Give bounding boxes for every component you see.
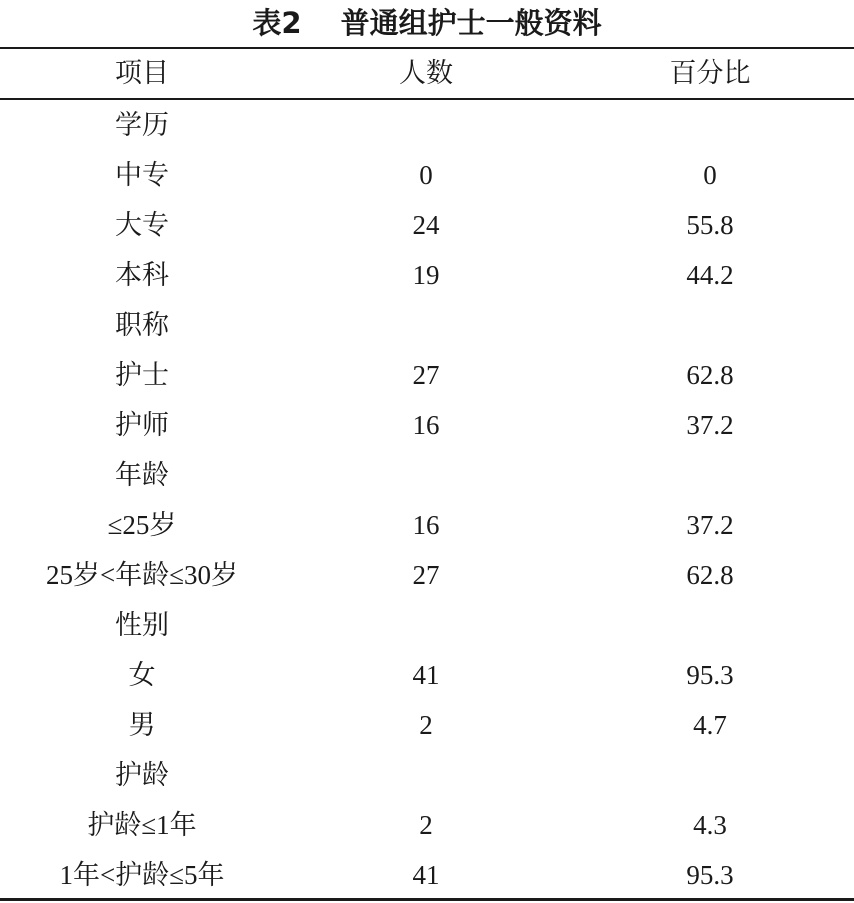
- row-percent: 95.3: [686, 660, 734, 690]
- row-percent: 0: [703, 160, 717, 190]
- table-row: [0, 550, 854, 600]
- row-item: 护龄≤1年: [87, 810, 197, 840]
- table-row: [0, 100, 854, 150]
- row-item: 女: [128, 660, 156, 690]
- row-percent: 4.7: [693, 710, 727, 740]
- row-item: 本科: [115, 260, 169, 290]
- row-count: 41: [412, 660, 440, 690]
- table-row: [0, 750, 854, 800]
- row-percent: 62.8: [686, 560, 734, 590]
- table-row: [0, 700, 854, 750]
- row-count: 24: [412, 210, 440, 240]
- row-item: 中专: [115, 160, 169, 190]
- table-row: [0, 350, 854, 400]
- header-count: 人数: [399, 58, 453, 88]
- header-percent: 百分比: [669, 58, 751, 88]
- row-count: 16: [412, 410, 440, 440]
- row-item: 护师: [115, 410, 169, 440]
- row-count: 19: [412, 260, 440, 290]
- row-item: 25岁<年龄≤30岁: [45, 560, 239, 590]
- table-row: [0, 200, 854, 250]
- table-header-row: [0, 48, 854, 98]
- row-count: 41: [412, 860, 440, 890]
- table-row: [0, 500, 854, 550]
- row-percent: 37.2: [686, 410, 734, 440]
- table-row: [0, 600, 854, 650]
- table-row: [0, 800, 854, 850]
- row-count: 0: [419, 160, 433, 190]
- row-percent: 95.3: [686, 860, 734, 890]
- row-item: 1年<护龄≤5年: [59, 860, 225, 890]
- table-row: [0, 850, 854, 900]
- row-item: 护士: [115, 360, 169, 390]
- row-item: 性别: [115, 610, 169, 640]
- header-item: 项目: [115, 58, 169, 88]
- row-count: 27: [412, 560, 440, 590]
- row-item: ≤25岁: [107, 510, 177, 540]
- row-item: 大专: [115, 210, 169, 240]
- row-count: 16: [412, 510, 440, 540]
- row-percent: 44.2: [686, 260, 734, 290]
- row-percent: 62.8: [686, 360, 734, 390]
- table-caption: 表2 普通组护士一般资料: [252, 6, 602, 40]
- row-count: 27: [412, 360, 440, 390]
- row-item: 男: [128, 710, 156, 740]
- row-count: 2: [419, 710, 433, 740]
- table-row: [0, 250, 854, 300]
- row-count: 2: [419, 810, 433, 840]
- row-item: 学历: [115, 110, 169, 140]
- row-item: 年龄: [115, 460, 169, 490]
- table-row: [0, 400, 854, 450]
- table-row: [0, 650, 854, 700]
- table-bottom-rule: [0, 898, 854, 901]
- row-item: 护龄: [115, 760, 169, 790]
- table-row: [0, 300, 854, 350]
- table-row: [0, 150, 854, 200]
- row-item: 职称: [115, 310, 169, 340]
- row-percent: 4.3: [693, 810, 727, 840]
- row-percent: 37.2: [686, 510, 734, 540]
- table-row: [0, 450, 854, 500]
- row-percent: 55.8: [686, 210, 734, 240]
